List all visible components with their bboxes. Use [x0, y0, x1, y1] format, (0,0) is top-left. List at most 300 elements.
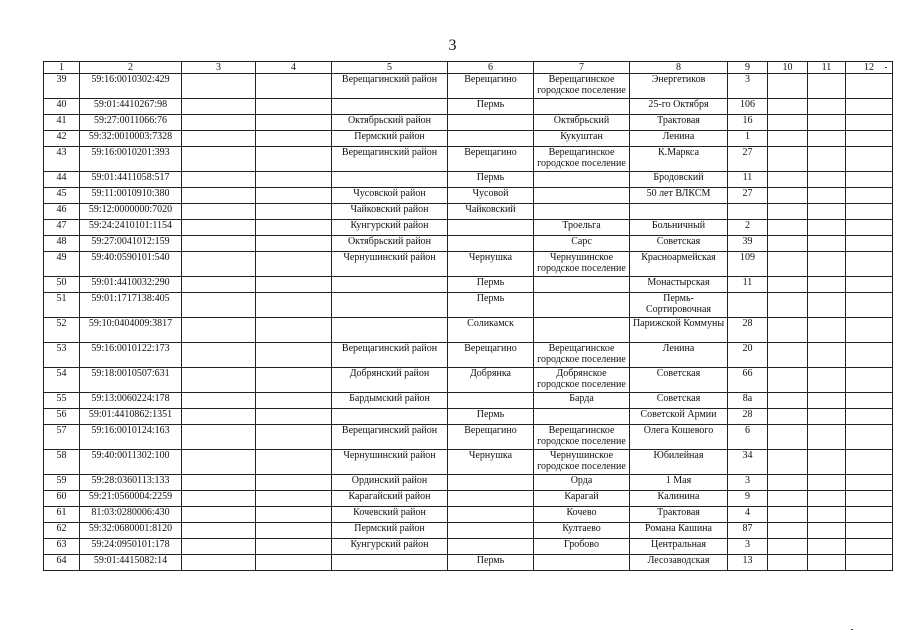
- table-cell-col-12: [846, 555, 893, 571]
- table-row: [44, 99, 893, 115]
- table-cell-col-7: Верещагинское городское поселение: [534, 425, 630, 450]
- table-row: [44, 188, 893, 204]
- table-cell-col-7: [534, 277, 630, 293]
- table-cell-col-5: [332, 99, 448, 115]
- table-cell-col-1: 49: [44, 252, 80, 277]
- table-cell-col-3: [182, 368, 256, 393]
- table-cell-col-12: [846, 293, 893, 318]
- table-cell-col-8: Ленина: [630, 131, 728, 147]
- table-cell-col-10: [768, 425, 808, 450]
- table-cell-col-4: [256, 475, 332, 491]
- table-cell-col-3: [182, 252, 256, 277]
- table-cell-col-3: [182, 172, 256, 188]
- table-cell-col-4: [256, 74, 332, 99]
- table-cell-col-5: [332, 318, 448, 343]
- table-cell-col-11: [808, 172, 846, 188]
- table-cell-col-3: [182, 318, 256, 343]
- table-cell-col-5: Пермский район: [332, 131, 448, 147]
- column-header-1: 1: [44, 62, 80, 74]
- table-cell-col-12: [846, 204, 893, 220]
- table-cell-col-4: [256, 147, 332, 172]
- table-cell-col-8: Трактовая: [630, 507, 728, 523]
- table-cell-col-1: 60: [44, 491, 80, 507]
- table-cell-col-2: 59:01:1717138:405: [80, 293, 182, 318]
- table-cell-col-3: [182, 507, 256, 523]
- table-body: [44, 74, 893, 571]
- table-cell-col-1: 40: [44, 99, 80, 115]
- table-cell-col-8: Трактовая: [630, 115, 728, 131]
- table-cell-col-2: 59:01:4411058:517: [80, 172, 182, 188]
- table-cell-col-11: [808, 188, 846, 204]
- table-cell-col-4: [256, 555, 332, 571]
- table-cell-col-1: 47: [44, 220, 80, 236]
- table-cell-col-9: 3: [728, 74, 768, 99]
- table-cell-col-5: Кунгурский район: [332, 220, 448, 236]
- table-cell-col-2: 59:01:4415082:14: [80, 555, 182, 571]
- table-cell-col-11: [808, 507, 846, 523]
- table-cell-col-2: 59:27:0041012:159: [80, 236, 182, 252]
- table-cell-col-1: 55: [44, 393, 80, 409]
- table-cell-col-9: 16: [728, 115, 768, 131]
- table-cell-col-8: [630, 204, 728, 220]
- table-cell-col-7: [534, 318, 630, 343]
- table-cell-col-8: Олега Кошевого: [630, 425, 728, 450]
- table-cell-col-3: [182, 409, 256, 425]
- table-cell-col-10: [768, 318, 808, 343]
- table-cell-col-5: Пермский район: [332, 523, 448, 539]
- table-row: [44, 450, 893, 475]
- table-cell-col-6: [448, 475, 534, 491]
- table-cell-col-10: [768, 409, 808, 425]
- page-number: 3: [448, 37, 457, 54]
- table-cell-col-11: [808, 368, 846, 393]
- table-cell-col-9: 28: [728, 409, 768, 425]
- table-cell-col-8: Парижской Коммуны: [630, 318, 728, 343]
- table-row: [44, 539, 893, 555]
- table-cell-col-7: Октябрьский: [534, 115, 630, 131]
- table-cell-col-10: [768, 252, 808, 277]
- table-cell-col-1: 41: [44, 115, 80, 131]
- table-cell-col-5: [332, 555, 448, 571]
- table-cell-col-6: Чернушка: [448, 252, 534, 277]
- table-cell-col-12: [846, 220, 893, 236]
- table-row: [44, 293, 893, 318]
- table-cell-col-1: 46: [44, 204, 80, 220]
- column-header-5: 5: [332, 62, 448, 74]
- table-cell-col-8: Бродовский: [630, 172, 728, 188]
- table-cell-col-7: [534, 555, 630, 571]
- table-cell-col-12: [846, 318, 893, 343]
- table-row: [44, 277, 893, 293]
- table-cell-col-10: [768, 293, 808, 318]
- table-cell-col-7: [534, 188, 630, 204]
- table-cell-col-9: 1: [728, 131, 768, 147]
- table-cell-col-7: [534, 293, 630, 318]
- table-cell-col-1: 62: [44, 523, 80, 539]
- table-cell-col-4: [256, 523, 332, 539]
- table-cell-col-5: Чернушинский район: [332, 450, 448, 475]
- table-cell-col-2: 59:11:0010910:380: [80, 188, 182, 204]
- table-row: [44, 507, 893, 523]
- table-cell-col-9: [728, 293, 768, 318]
- table-cell-col-7: Барда: [534, 393, 630, 409]
- column-header-8: 8: [630, 62, 728, 74]
- table-cell-col-6: Верещагино: [448, 343, 534, 368]
- table-cell-col-1: 56: [44, 409, 80, 425]
- table-cell-col-11: [808, 523, 846, 539]
- table-cell-col-8: Энергетиков: [630, 74, 728, 99]
- table-cell-col-12: [846, 172, 893, 188]
- table-cell-col-4: [256, 409, 332, 425]
- table-cell-col-8: Советская: [630, 368, 728, 393]
- table-cell-col-7: Добрянское городское поселение: [534, 368, 630, 393]
- table-cell-col-12: [846, 99, 893, 115]
- table-cell-col-6: Верещагино: [448, 74, 534, 99]
- table-row: [44, 343, 893, 368]
- table-cell-col-3: [182, 555, 256, 571]
- table-cell-col-1: 64: [44, 555, 80, 571]
- table-cell-col-8: Романа Кашина: [630, 523, 728, 539]
- table-cell-col-10: [768, 555, 808, 571]
- table-row: [44, 425, 893, 450]
- table-cell-col-4: [256, 99, 332, 115]
- table-cell-col-5: Октябрьский район: [332, 236, 448, 252]
- table-cell-col-10: [768, 131, 808, 147]
- table-cell-col-8: Лесозаводская: [630, 555, 728, 571]
- table-cell-col-10: [768, 523, 808, 539]
- table-cell-col-1: 48: [44, 236, 80, 252]
- table-cell-col-5: Верещагинский район: [332, 343, 448, 368]
- table-cell-col-2: 59:32:0010003:7328: [80, 131, 182, 147]
- table-cell-col-10: [768, 74, 808, 99]
- table-cell-col-7: Верещагинское городское поселение: [534, 343, 630, 368]
- header-row: [44, 62, 893, 74]
- table-cell-col-2: 59:24:0950101:178: [80, 539, 182, 555]
- table-cell-col-2: 59:16:0010302:429: [80, 74, 182, 99]
- table-cell-col-5: Чернушинский район: [332, 252, 448, 277]
- table-cell-col-2: 59:13:0060224:178: [80, 393, 182, 409]
- table-cell-col-11: [808, 318, 846, 343]
- table-cell-col-1: 50: [44, 277, 80, 293]
- table-cell-col-12: [846, 236, 893, 252]
- table-cell-col-8: Советская: [630, 393, 728, 409]
- table-cell-col-1: 44: [44, 172, 80, 188]
- table-cell-col-2: 59:10:0404009:3817: [80, 318, 182, 343]
- table-cell-col-6: Пермь: [448, 409, 534, 425]
- table-cell-col-4: [256, 188, 332, 204]
- table-cell-col-3: [182, 343, 256, 368]
- table-cell-col-5: Бардымский район: [332, 393, 448, 409]
- table-cell-col-5: Кунгурский район: [332, 539, 448, 555]
- table-cell-col-12: [846, 539, 893, 555]
- table-cell-col-6: [448, 507, 534, 523]
- table-cell-col-7: Верещагинское городское поселение: [534, 74, 630, 99]
- table-cell-col-9: 28: [728, 318, 768, 343]
- table-cell-col-2: 59:24:2410101:1154: [80, 220, 182, 236]
- table-row: [44, 252, 893, 277]
- table-cell-col-4: [256, 115, 332, 131]
- table-cell-col-11: [808, 491, 846, 507]
- table-cell-col-9: 27: [728, 188, 768, 204]
- table-cell-col-10: [768, 236, 808, 252]
- table-cell-col-1: 52: [44, 318, 80, 343]
- table-cell-col-12: [846, 131, 893, 147]
- table-cell-col-5: Верещагинский район: [332, 147, 448, 172]
- table-cell-col-4: [256, 236, 332, 252]
- table-cell-col-6: [448, 220, 534, 236]
- table-cell-col-9: 106: [728, 99, 768, 115]
- table-row: [44, 368, 893, 393]
- table-cell-col-9: 27: [728, 147, 768, 172]
- table-cell-col-3: [182, 99, 256, 115]
- table-cell-col-3: [182, 539, 256, 555]
- table-cell-col-1: 53: [44, 343, 80, 368]
- table-cell-col-7: [534, 172, 630, 188]
- table-cell-col-7: Чернушинское городское поселение: [534, 252, 630, 277]
- table-cell-col-12: [846, 343, 893, 368]
- table-cell-col-3: [182, 393, 256, 409]
- table-cell-col-9: 11: [728, 172, 768, 188]
- table-cell-col-5: Верещагинский район: [332, 425, 448, 450]
- table-cell-col-1: 51: [44, 293, 80, 318]
- table-cell-col-4: [256, 252, 332, 277]
- table-cell-col-8: Больничный: [630, 220, 728, 236]
- table-cell-col-12: [846, 409, 893, 425]
- table-cell-col-8: Ленина: [630, 343, 728, 368]
- table-cell-col-11: [808, 277, 846, 293]
- table-cell-col-4: [256, 491, 332, 507]
- table-cell-col-6: Верещагино: [448, 425, 534, 450]
- table-cell-col-9: 3: [728, 539, 768, 555]
- table-cell-col-10: [768, 393, 808, 409]
- table-cell-col-11: [808, 220, 846, 236]
- table-cell-col-10: [768, 172, 808, 188]
- table-cell-col-7: Верещагинское городское поселение: [534, 147, 630, 172]
- table-cell-col-12: [846, 475, 893, 491]
- table-cell-col-5: [332, 172, 448, 188]
- scan-speck: [885, 67, 887, 68]
- table-cell-col-2: 59:18:0010507:631: [80, 368, 182, 393]
- table-cell-col-3: [182, 220, 256, 236]
- column-header-9: 9: [728, 62, 768, 74]
- column-header-6: 6: [448, 62, 534, 74]
- table-row: [44, 74, 893, 99]
- table-cell-col-10: [768, 147, 808, 172]
- table-cell-col-12: [846, 507, 893, 523]
- table-cell-col-7: [534, 204, 630, 220]
- table-cell-col-7: Орда: [534, 475, 630, 491]
- table-cell-col-3: [182, 523, 256, 539]
- table-cell-col-12: [846, 425, 893, 450]
- table-row: [44, 393, 893, 409]
- scan-speck: [851, 629, 853, 630]
- table-cell-col-4: [256, 343, 332, 368]
- table-cell-col-7: [534, 99, 630, 115]
- table-cell-col-12: [846, 188, 893, 204]
- table-cell-col-11: [808, 425, 846, 450]
- table-cell-col-1: 39: [44, 74, 80, 99]
- table-cell-col-8: Центральная: [630, 539, 728, 555]
- table-cell-col-8: 25-го Октября: [630, 99, 728, 115]
- table-cell-col-11: [808, 115, 846, 131]
- table-cell-col-2: 59:12:0000000:7020: [80, 204, 182, 220]
- table-cell-col-11: [808, 131, 846, 147]
- table-cell-col-1: 58: [44, 450, 80, 475]
- table-cell-col-5: Верещагинский район: [332, 74, 448, 99]
- table-cell-col-10: [768, 491, 808, 507]
- table-cell-col-6: [448, 491, 534, 507]
- table-cell-col-2: 59:40:0011302:100: [80, 450, 182, 475]
- table-cell-col-10: [768, 368, 808, 393]
- table-cell-col-10: [768, 539, 808, 555]
- table-cell-col-6: [448, 131, 534, 147]
- table-header: [44, 62, 893, 74]
- table-cell-col-6: Чернушка: [448, 450, 534, 475]
- column-header-2: 2: [80, 62, 182, 74]
- table-cell-col-3: [182, 74, 256, 99]
- table-row: [44, 147, 893, 172]
- table-cell-col-1: 42: [44, 131, 80, 147]
- table-cell-col-12: [846, 277, 893, 293]
- table-cell-col-6: [448, 236, 534, 252]
- table-cell-col-5: Карагайский район: [332, 491, 448, 507]
- table-cell-col-10: [768, 204, 808, 220]
- table-cell-col-3: [182, 147, 256, 172]
- table-cell-col-9: 3: [728, 475, 768, 491]
- table-cell-col-4: [256, 507, 332, 523]
- table-cell-col-12: [846, 523, 893, 539]
- table-cell-col-2: 59:28:0360113:133: [80, 475, 182, 491]
- table-cell-col-10: [768, 220, 808, 236]
- table-cell-col-11: [808, 252, 846, 277]
- table-cell-col-4: [256, 277, 332, 293]
- column-header-11: 11: [808, 62, 846, 74]
- table-cell-col-11: [808, 409, 846, 425]
- table-cell-col-1: 59: [44, 475, 80, 491]
- table-row: [44, 220, 893, 236]
- table-cell-col-7: [534, 409, 630, 425]
- table-row: [44, 236, 893, 252]
- table-cell-col-6: Пермь: [448, 293, 534, 318]
- table-cell-col-3: [182, 425, 256, 450]
- table-cell-col-5: [332, 277, 448, 293]
- table-cell-col-10: [768, 450, 808, 475]
- table-cell-col-6: [448, 115, 534, 131]
- table-cell-col-1: 45: [44, 188, 80, 204]
- table-cell-col-4: [256, 539, 332, 555]
- table-cell-col-6: Чусовой: [448, 188, 534, 204]
- table-row: [44, 172, 893, 188]
- table-cell-col-3: [182, 236, 256, 252]
- table-cell-col-8: Советской Армии: [630, 409, 728, 425]
- table-cell-col-11: [808, 74, 846, 99]
- table-row: [44, 555, 893, 571]
- table-cell-col-10: [768, 188, 808, 204]
- table-cell-col-5: [332, 409, 448, 425]
- table-cell-col-9: 13: [728, 555, 768, 571]
- table-cell-col-9: 20: [728, 343, 768, 368]
- table-cell-col-4: [256, 393, 332, 409]
- column-header-12: 12: [846, 62, 893, 74]
- table-cell-col-7: Троельга: [534, 220, 630, 236]
- table-cell-col-7: Кукуштан: [534, 131, 630, 147]
- table-cell-col-9: 87: [728, 523, 768, 539]
- table-cell-col-9: [728, 204, 768, 220]
- table-cell-col-11: [808, 99, 846, 115]
- table-cell-col-9: 39: [728, 236, 768, 252]
- table-cell-col-2: 59:32:0680001:8120: [80, 523, 182, 539]
- table-row: [44, 131, 893, 147]
- table-cell-col-1: 61: [44, 507, 80, 523]
- table-cell-col-6: Добрянка: [448, 368, 534, 393]
- table-cell-col-6: [448, 539, 534, 555]
- table-cell-col-1: 63: [44, 539, 80, 555]
- table-cell-col-5: Добрянский район: [332, 368, 448, 393]
- table-cell-col-3: [182, 188, 256, 204]
- table-cell-col-2: 59:16:0010124:163: [80, 425, 182, 450]
- table-cell-col-6: Пермь: [448, 172, 534, 188]
- column-header-10: 10: [768, 62, 808, 74]
- table-cell-col-8: Пермь-Сортировочная: [630, 293, 728, 318]
- table-cell-col-10: [768, 507, 808, 523]
- table-cell-col-4: [256, 293, 332, 318]
- table-cell-col-3: [182, 204, 256, 220]
- table-cell-col-1: 54: [44, 368, 80, 393]
- table-cell-col-4: [256, 425, 332, 450]
- table-cell-col-11: [808, 393, 846, 409]
- table-cell-col-4: [256, 172, 332, 188]
- table-cell-col-6: [448, 393, 534, 409]
- table-cell-col-2: 59:40:0590101:540: [80, 252, 182, 277]
- table-cell-col-6: Пермь: [448, 99, 534, 115]
- table-cell-col-4: [256, 131, 332, 147]
- table-cell-col-5: Чайковский район: [332, 204, 448, 220]
- table-cell-col-8: Красноармейская: [630, 252, 728, 277]
- table-cell-col-9: 4: [728, 507, 768, 523]
- table-cell-col-10: [768, 115, 808, 131]
- table-cell-col-12: [846, 74, 893, 99]
- table-cell-col-6: [448, 523, 534, 539]
- table-cell-col-11: [808, 293, 846, 318]
- table-cell-col-10: [768, 343, 808, 368]
- table-cell-col-11: [808, 147, 846, 172]
- table-cell-col-4: [256, 368, 332, 393]
- table-cell-col-9: 9: [728, 491, 768, 507]
- table-cell-col-11: [808, 555, 846, 571]
- table-cell-col-11: [808, 343, 846, 368]
- table-cell-col-5: Ординский район: [332, 475, 448, 491]
- table-cell-col-6: Соликамск: [448, 318, 534, 343]
- table-cell-col-9: 11: [728, 277, 768, 293]
- table-row: [44, 115, 893, 131]
- table-cell-col-12: [846, 368, 893, 393]
- table-cell-col-11: [808, 475, 846, 491]
- table-cell-col-3: [182, 131, 256, 147]
- table-cell-col-6: Чайковский: [448, 204, 534, 220]
- table-row: [44, 491, 893, 507]
- table-cell-col-10: [768, 99, 808, 115]
- registry-table: [43, 61, 893, 571]
- table-cell-col-12: [846, 115, 893, 131]
- table-cell-col-9: 2: [728, 220, 768, 236]
- table-cell-col-7: Чернушинское городское поселение: [534, 450, 630, 475]
- table-cell-col-4: [256, 450, 332, 475]
- table-cell-col-1: 57: [44, 425, 80, 450]
- table-cell-col-8: Советская: [630, 236, 728, 252]
- table-cell-col-6: Пермь: [448, 555, 534, 571]
- table-cell-col-9: 6: [728, 425, 768, 450]
- column-header-4: 4: [256, 62, 332, 74]
